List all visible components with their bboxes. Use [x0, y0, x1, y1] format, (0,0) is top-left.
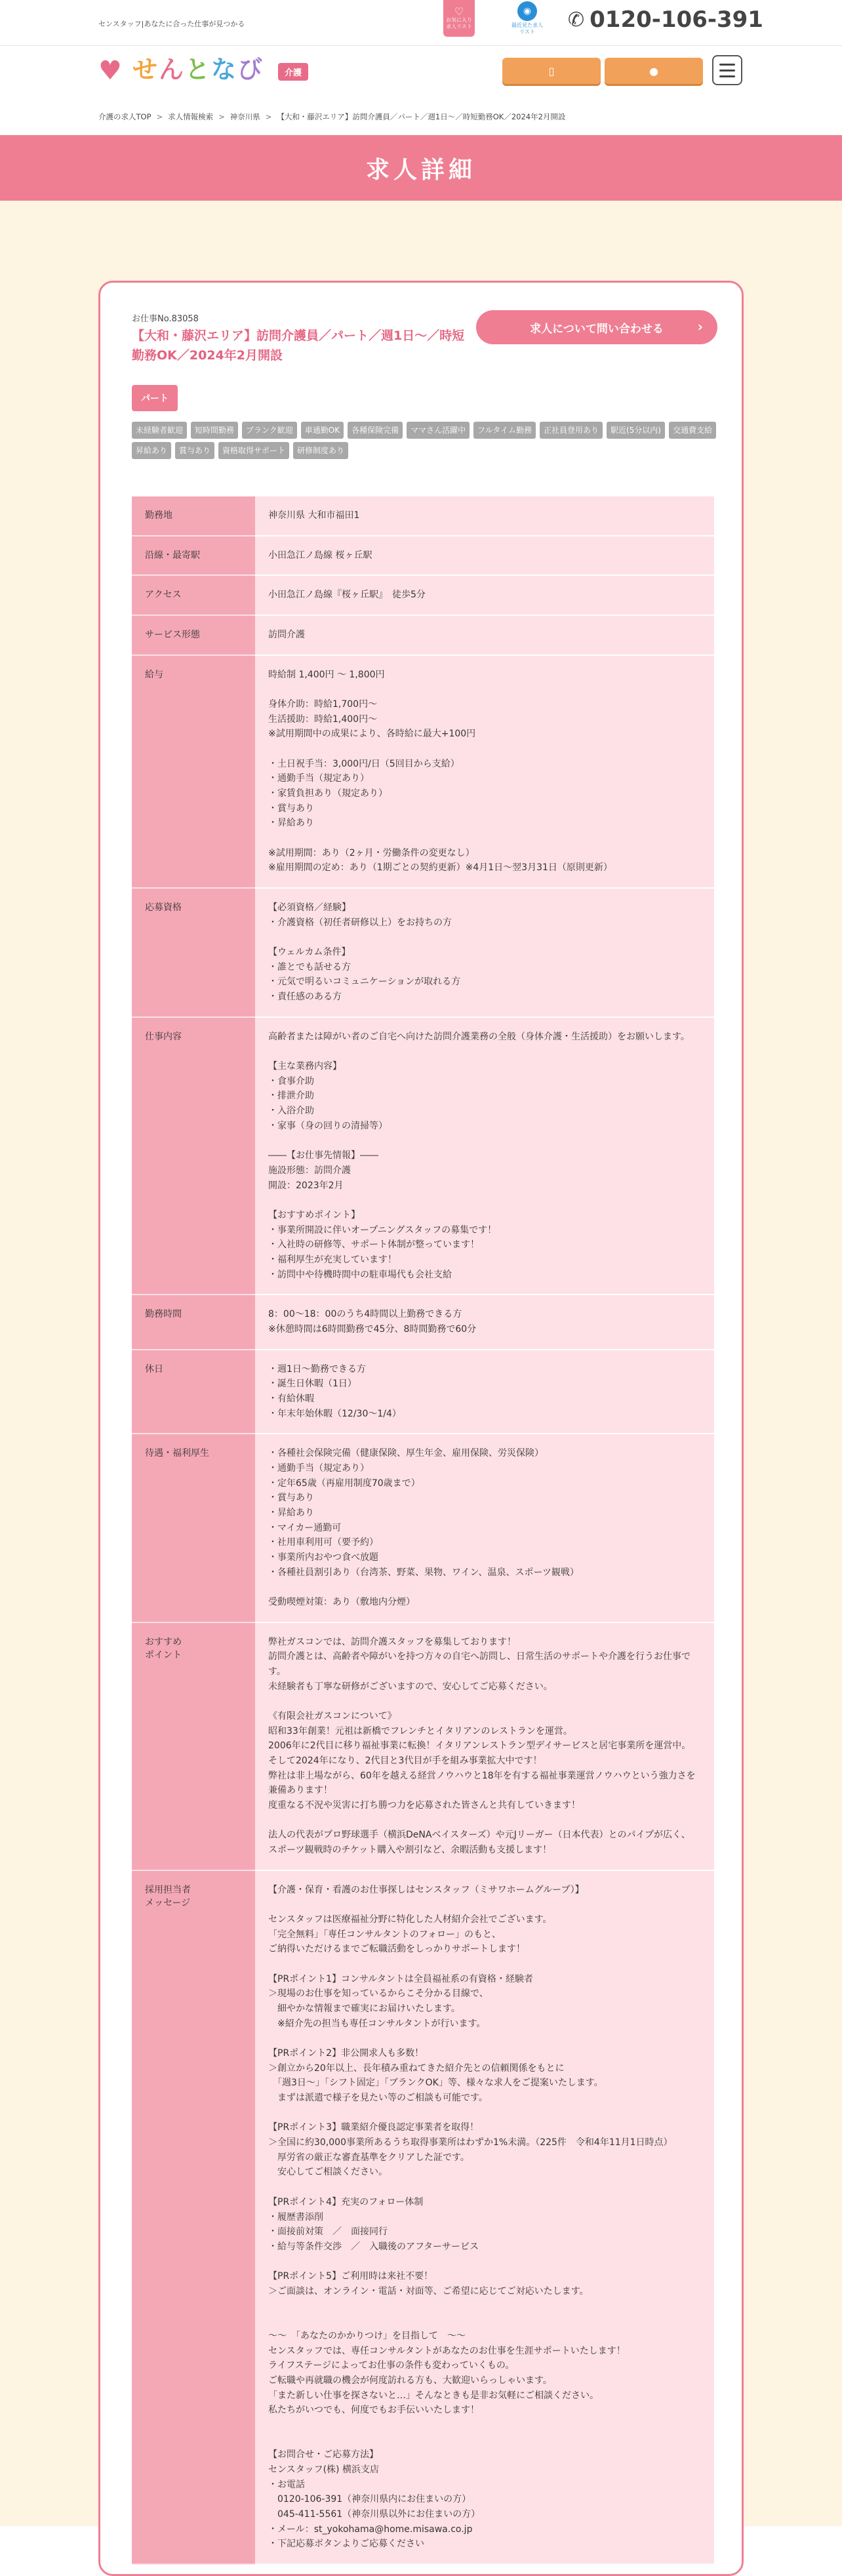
feature-tag: 各種保険完備: [348, 422, 403, 439]
breadcrumb-link[interactable]: 介護の求人TOP: [98, 112, 151, 121]
feature-tag: 昇給あり: [132, 442, 171, 459]
logo-heart-icon[interactable]: ♥: [98, 56, 122, 86]
detail-label: アクセス: [132, 575, 255, 615]
breadcrumb-link[interactable]: 神奈川県: [230, 112, 260, 121]
breadcrumb: [98, 111, 565, 122]
user-button[interactable]: [605, 58, 703, 84]
detail-row: [132, 655, 714, 888]
detail-row: [132, 1622, 714, 1870]
menu-line: [719, 70, 735, 71]
page-title: 求人詳細: [365, 156, 476, 184]
logo-char: な: [211, 55, 238, 84]
site-logo[interactable]: [132, 56, 264, 84]
history-button[interactable]: [509, 0, 546, 37]
top-bar: [0, 0, 842, 46]
detail-row: [132, 615, 714, 655]
breadcrumb-separator: >: [156, 112, 163, 121]
logo-char: と: [185, 55, 212, 84]
phone-icon: ✆: [568, 8, 585, 31]
detail-value: 【必須資格／経験】 ・介護資格（初任者研修以上）をお持ちの方 【ウェルカム条件】 ・誰とでも話せる方 ・元気で明るいコミュニケーションが取れる方 ・責任感のある方: [255, 888, 714, 1017]
detail-label: 休日: [132, 1350, 255, 1434]
detail-row: [132, 575, 714, 615]
feature-tag: 資格取得サポート: [218, 442, 289, 459]
detail-label: 待遇・福利厚生: [132, 1434, 255, 1622]
detail-row: [132, 1017, 714, 1295]
detail-value: 訪問介護: [255, 615, 714, 655]
feature-tags: [132, 422, 722, 459]
user-icon: ●: [649, 64, 658, 77]
detail-value: 【介護・保育・看護のお仕事探しはセンスタッフ（ミサワホームグループ）】 センスタッフは医療福祉分野に特化した人材紹介会社でございます。 「完全無料」「専任コンサルタントのフォロー」のもと、 ご納得いただけるまでご転職活動をしっかりサポートします！ 【PRポイント1】コンサルタントは全員福祉系の有資格・経験者 ＞現場のお仕事を知っているからこそ分かる目線で、 細やかな情報まで確実にお届けいたします。 ※紹介先の担当も専任コンサルタントが行います。 【PRポイント2】非公開求人も多数！ ＞創立から20年以上、長年積み重ねてきた紹介先との信頼関係をもとに 「週3日～」「シフト固定」「ブランクOK」等、様々な求人をご提案いたします。 まずは派遣で様子を見たい等のご相談も可能です。 【PRポイント3】職業紹介優良認定事業者を取得！ ＞全国に約30,000事業所あるうち取得事業所はわずか1%未満。（225件 令和4年11月1日時点） 厚労省の厳正な審査基準をクリアした証です。 安心してご相談ください。 【PRポイント4】充実のフォロー体制 ・履歴書添削 ・面接前対策 ／ 面接同行 ・給与等条件交渉 ／ 入職後のアフターサービス 【PRポイント5】ご利用時は来社不要！ ＞ご面談は、オンライン・電話・対面等、ご希望に応じてご対応いたします。 〜〜 「あなたのかかりつけ」を目指して 〜〜 センスタッフでは、専任コンサルタントがあなたのお仕事を生涯サポートいたします！ ライフステージによってお仕事の条件も変わっていくもの。 ご転職や再就職の機会が何度訪れる方も、大歓迎いらっしゃいます。 「また新しい仕事を探さないと…」そんなときも是非お気軽にご相談ください。 私たちがいつでも、何度でもお手伝いいたします！ 【お問合せ・ご応募方法】 センスタッフ(株) 横浜支店 ・お電話 0120-106-391（神奈川県内にお住まいの方） 045-411-5561（神奈川県以外にお住まいの方） ・メール：st_yokohama@home.misawa.co.jp ・下記応募ボタンよりご応募ください: [255, 1870, 714, 2564]
employment-type-badge: パート: [132, 385, 178, 411]
detail-value: 高齢者または障がい者のご自宅へ向けた訪問介護業務の全般（身体介護・生活援助）をお願いします。 【主な業務内容】 ・食事介助 ・排泄介助 ・入浴介助 ・家事（身の回りの清掃等） ――【お仕事先情報】―― 施設形態：訪問介護 開設：2023年2月 【おすすめポイント】 ・事業所開設に伴いオープニングスタッフの募集です！ ・入社時の研修等、サポート体制が整っています！ ・福利厚生が充実しています！ ・訪問中や待機時間中の駐車場代も会社支給: [255, 1017, 714, 1295]
job-title: 【大和・藤沢エリア】訪問介護員／パート／週1日～／時短勤務OK／2024年2月開設: [132, 329, 465, 363]
phone-number[interactable]: [568, 7, 763, 33]
history-label: 最近見た求人リスト: [511, 22, 543, 35]
feature-tag: ママさん活躍中: [407, 422, 470, 439]
detail-label: 勤務地: [132, 496, 255, 536]
site-tagline: センスタッフ|あなたに合った仕事が見つかる: [98, 20, 245, 28]
page-banner: [0, 135, 842, 201]
detail-row: [132, 496, 714, 536]
favorites-label: お気に入り求人リスト: [446, 17, 472, 30]
detail-label: 仕事内容: [132, 1017, 255, 1295]
feature-tag: 賞与あり: [175, 442, 214, 459]
document-icon: ▯: [548, 64, 555, 77]
detail-row: [132, 1434, 714, 1622]
breadcrumb-separator: >: [218, 112, 225, 121]
breadcrumb-link[interactable]: 求人情報検索: [168, 112, 214, 121]
detail-label: 沿線・最寄駅: [132, 536, 255, 576]
detail-row: [132, 1295, 714, 1349]
logo-badge: 介護: [278, 63, 308, 81]
breadcrumb-current: 【大和・藤沢エリア】訪問介護員／パート／週1日～／時短勤務OK／2024年2月開設: [277, 112, 566, 121]
job-detail-card: [98, 281, 744, 2576]
detail-row: [132, 536, 714, 576]
detail-label: 採用担当者 メッセージ: [132, 1870, 255, 2564]
breadcrumb-separator: >: [265, 112, 272, 121]
logo-char: ん: [159, 55, 186, 84]
feature-tag: 車通勤OK: [301, 422, 344, 439]
contact-button-label: 求人について問い合わせる: [530, 322, 664, 336]
detail-value: 神奈川県 大和市福田1: [255, 496, 714, 536]
detail-label: 応募資格: [132, 888, 255, 1017]
detail-label: 勤務時間: [132, 1295, 255, 1349]
chevron-right-icon: ›: [697, 319, 703, 334]
menu-line: [719, 75, 735, 77]
logo-char: び: [237, 55, 264, 84]
detail-row: [132, 888, 714, 1017]
document-button[interactable]: [502, 58, 601, 84]
logo-char: せ: [132, 55, 159, 84]
phone-text: 0120-106-391: [590, 7, 763, 33]
feature-tag: 未経験者歓迎: [132, 422, 187, 439]
detail-row: [132, 1870, 714, 2564]
job-details-table: [132, 496, 714, 2565]
detail-value: 小田急江ノ島線 桜ヶ丘駅: [255, 536, 714, 576]
detail-value: 小田急江ノ島線『桜ヶ丘駅』 徒歩5分: [255, 575, 714, 615]
detail-label: 給与: [132, 655, 255, 888]
detail-value: 弊社ガスコンでは、訪問介護スタッフを募集しております！ 訪問介護とは、高齢者や障がいを持つ方々の自宅へ訪問し、日常生活のサポートや介護を行うお仕事です。 未経験者も丁寧な研修がございますので、安心してご応募ください。 《有限会社ガスコンについて》 昭和33年創業！元祖は新橋でフレンチとイタリアンのレストランを運営。 2006年に2代目に移り福祉事業に転換！イタリアンレストラン型デイサービスと居宅事業所を運営中。 そして2024年になり、2代目と3代目が手を組み事業拡大中です！ 弊社は非上場ながら、60年を越える経営ノウハウと18年を有する福祉事業運営ノウハウという強力さを兼備あります！ 度重なる不況や災害に打ち勝つ力を応募された皆さんと共有していきます！ 法人の代表がプロ野球選手（横浜DeNAベイスターズ）や元Jリーガー（日本代表）とのパイプが広く、 スポーツ観戦時のチケット購入や割引など、余暇活動も支援します！: [255, 1622, 714, 1870]
eye-icon: ◉: [517, 1, 537, 21]
detail-value: 8：00～18：00のうち4時間以上勤務できる方 ※休憩時間は6時間勤務で45分、8時間勤務で60分: [255, 1295, 714, 1349]
detail-value: ・各種社会保険完備（健康保険、厚生年金、雇用保険、労災保険） ・通勤手当（規定あり） ・定年65歳（再雇用制度70歳まで） ・賞与あり ・昇給あり ・マイカー通勤可 ・社用車利用可（要予約） ・事業所内おやつ食べ放題 ・各種社員割引あり（台湾茶、野菜、果物、ワイン、温泉、スポーツ観戦） 受動喫煙対策：あり（敷地内分煙）: [255, 1434, 714, 1622]
hamburger-menu-button[interactable]: [712, 55, 742, 85]
contact-inquiry-button[interactable]: [476, 310, 717, 344]
detail-value: 時給制 1,400円 ～ 1,800円 身体介助：時給1,700円～ 生活援助：時給1,400円～ ※試用期間中の成果により、各時給に最大+100円 ・土日祝手当：3,000円/日（5回目から支給） ・通勤手当（規定あり） ・家賃負担あり（規定あり） ・賞与あり ・昇給あり ※試用期間：あり（2ヶ月・労働条件の変更なし） ※雇用期間の定め：あり（1期ごとの契約更新）※4月1日～翌3月31日（原則更新）: [255, 655, 714, 888]
feature-tag: フルタイム勤務: [473, 422, 536, 439]
detail-row: [132, 1350, 714, 1434]
feature-tag: 正社員登用あり: [540, 422, 603, 439]
menu-line: [719, 64, 735, 66]
detail-label: サービス形態: [132, 615, 255, 655]
heart-icon: ♡: [454, 5, 464, 18]
feature-tag: ブランク歓迎: [242, 422, 297, 439]
feature-tag: 研修制度あり: [293, 442, 348, 459]
job-number: お仕事No.83058: [132, 314, 199, 324]
detail-value: ・週1日～勤務できる方 ・誕生日休暇（1日） ・有給休暇 ・年末年始休暇（12/30～1/4）: [255, 1350, 714, 1434]
feature-tag: 駅近(5分以内): [607, 422, 665, 439]
feature-tag: 交通費支給: [669, 422, 716, 439]
feature-tag: 短時間勤務: [191, 422, 238, 439]
favorites-button[interactable]: [443, 0, 475, 37]
detail-label: おすすめ ポイント: [132, 1622, 255, 1870]
